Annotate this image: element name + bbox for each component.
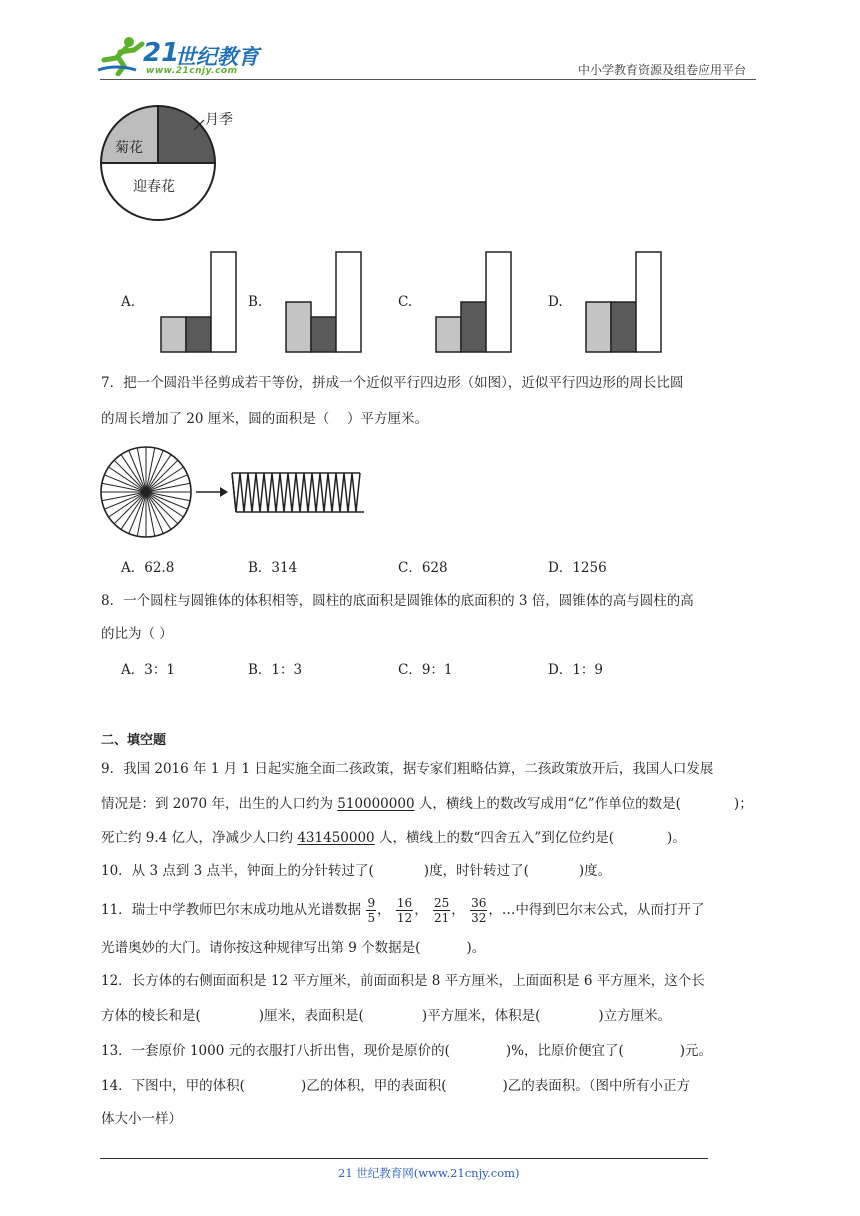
radius-line: [114, 460, 146, 492]
q14-text-b: )乙的体积，甲的表面积(: [300, 1078, 447, 1094]
radius-line: [146, 460, 178, 492]
bar: [286, 302, 311, 352]
q8-option-b[interactable]: B．1：3: [248, 662, 303, 678]
q7-option-d[interactable]: D．1256: [548, 560, 607, 576]
q14-text-c: )乙的表面积。（图中所有小正方: [502, 1078, 691, 1094]
bar: [636, 252, 661, 352]
bar-option-chart: [435, 246, 525, 356]
q13-text-c: )元。: [679, 1043, 713, 1059]
q13-text-a: 13．一套原价 1000 元的衣服打八折出售，现价是原价的(: [101, 1043, 450, 1059]
pie-label-winter-jasmine: 迎春花: [133, 179, 175, 195]
q12-line1: 12．长方体的右侧面面积是 12 平方厘米，前面面积是 8 平方厘米，上面面积是 6 平方厘米，这个长: [101, 973, 705, 989]
q9-line3-text-c: )。: [667, 830, 686, 846]
q11-line2: [101, 938, 485, 958]
q12-text-b: )厘米，表面积是(: [258, 1008, 364, 1024]
bar-option-chart: [160, 246, 250, 356]
q7-option-c[interactable]: C．628: [398, 560, 448, 576]
q9-line2-text-b: 人，横线上的数改写成用“亿”作单位的数是(: [414, 796, 681, 812]
q9-line2-text-a: 情况是：到 2070 年，出生的人口约为: [101, 796, 338, 812]
q11-text-b: ，…中得到巴尔末公式，从而打开了: [488, 902, 705, 918]
bar: [611, 302, 636, 352]
header-divider: [100, 79, 756, 80]
q7-option-a[interactable]: A．62.8: [121, 560, 175, 576]
q9-line2-text-c: )；: [733, 796, 753, 812]
q9-number-2: 431450000: [297, 830, 375, 846]
logo-text: 世纪教育: [175, 45, 259, 69]
bar-option-label[interactable]: A.: [121, 294, 136, 310]
q8-line1: 8．一个圆柱与圆锥体的体积相等，圆柱的底面积是圆锥体的底面积的 3 倍，圆锥体的高与圆柱的高: [101, 593, 694, 609]
q11-fraction-3: $\frac{25}{21}$: [434, 896, 450, 925]
radius-line: [146, 492, 178, 524]
footer-divider: [100, 1158, 708, 1159]
bar: [461, 302, 486, 352]
q11-text-a: 11．瑞士中学教师巴尔末成功地从光谱数据: [101, 902, 362, 918]
q12-text-a: 方体的棱长和是(: [101, 1008, 201, 1024]
q10-text-c: )度。: [578, 863, 612, 879]
q10-line: [101, 861, 611, 881]
bar-option-label[interactable]: B.: [248, 294, 263, 310]
q13-line: [101, 1041, 712, 1061]
q8-option-a[interactable]: A．3：1: [121, 662, 175, 678]
bar: [311, 317, 336, 352]
bar: [336, 252, 361, 352]
q7-option-b[interactable]: B．314: [248, 560, 298, 576]
q8-option-d[interactable]: D．1：9: [548, 662, 604, 678]
bar: [161, 317, 186, 352]
q9-line3-text-b: 人，横线上的数“四舍五入”到亿位约是(: [374, 830, 615, 846]
q14-text-a: 14．下图中，甲的体积(: [101, 1078, 245, 1094]
bar-option-label[interactable]: D.: [548, 294, 563, 310]
footer-text: 21 世纪教育网(www.21cnjy.com): [338, 1166, 520, 1180]
logo-url: www.21cnjy.com: [146, 66, 238, 76]
q9-line2: [101, 794, 753, 814]
q12-line2: [101, 1006, 671, 1026]
radius-line: [114, 492, 146, 524]
sector-circle: [101, 447, 191, 537]
q8-option-c[interactable]: C．9：1: [398, 662, 453, 678]
q12-text-c: )平方厘米，体积是(: [421, 1008, 541, 1024]
runner-logo-icon: [96, 36, 146, 76]
bar: [436, 317, 461, 352]
header-right-text: 中小学教育资源及组卷应用平台: [578, 63, 747, 77]
pie-label-rose: 月季: [205, 112, 233, 128]
pie-chart: [98, 100, 258, 230]
header: [0, 0, 860, 82]
pie-label-chrysanthemum: 菊花: [115, 140, 143, 156]
section2-title: 二、填空题: [101, 733, 167, 748]
approx-parallelogram: [232, 473, 364, 512]
q10-text-b: )度，时针转过了(: [423, 863, 529, 879]
q13-text-b: )%，比原价便宜了(: [505, 1043, 624, 1059]
q11-fraction-4: $\frac{36}{32}$: [471, 896, 487, 925]
bar: [211, 252, 236, 352]
q11-line2-text-a: 光谱奥妙的大门。请你按这种规律写出第 9 个数据是(: [101, 940, 421, 956]
q10-text-a: 10．从 3 点到 3 点半，钟面上的分针转过了(: [101, 863, 374, 879]
q9-line3-text-a: 死亡约 9.4 亿人，净减少人口约: [101, 830, 298, 846]
bar: [586, 302, 611, 352]
circle-to-parallelogram-figure: [98, 440, 368, 550]
q9-line1: 9．我国 2016 年 1 月 1 日起实施全面二孩政策，据专家们粗略估算，二孩政策放开后，我国人口发展: [101, 761, 714, 777]
q9-number-1: 510000000: [337, 796, 415, 812]
zigzag-edges: [232, 473, 360, 512]
q7-line2: 的周长增加了 20 厘米，圆的面积是（ ）平方厘米。: [101, 411, 429, 427]
q14-line2: 体大小一样）: [101, 1111, 182, 1127]
arrow-head-icon: [220, 487, 228, 497]
q7-line1: 7．把一个圆沿半径剪成若干等份，拼成一个近似平行四边形（如图），近似平行四边形的周长比圆: [101, 375, 684, 391]
bar-option-label[interactable]: C.: [398, 294, 413, 310]
bar: [486, 252, 511, 352]
bar-option-chart: [585, 246, 675, 356]
bar-option-chart: [285, 246, 375, 356]
q12-text-d: )立方厘米。: [598, 1008, 672, 1024]
q11-line2-text-b: )。: [466, 940, 486, 956]
logo-number: 21: [143, 38, 180, 68]
q9-line3: [101, 828, 686, 848]
q11-line1: 11．瑞士中学教师巴尔末成功地从光谱数据 $\frac{9}{5}$ ， $\frac{16}{12}$ ， $\frac{25}{21}$ ， $\frac{36}{32}$ ，…中得到巴尔末公式，从而打开了: [101, 896, 705, 925]
q11-fraction-2: $\frac{16}{12}$: [396, 896, 413, 925]
q14-line1: [101, 1076, 690, 1096]
bar: [186, 317, 211, 352]
q8-line2: 的比为（ ）: [101, 626, 173, 642]
q11-fraction-1: $\frac{9}{5}$: [367, 896, 376, 925]
